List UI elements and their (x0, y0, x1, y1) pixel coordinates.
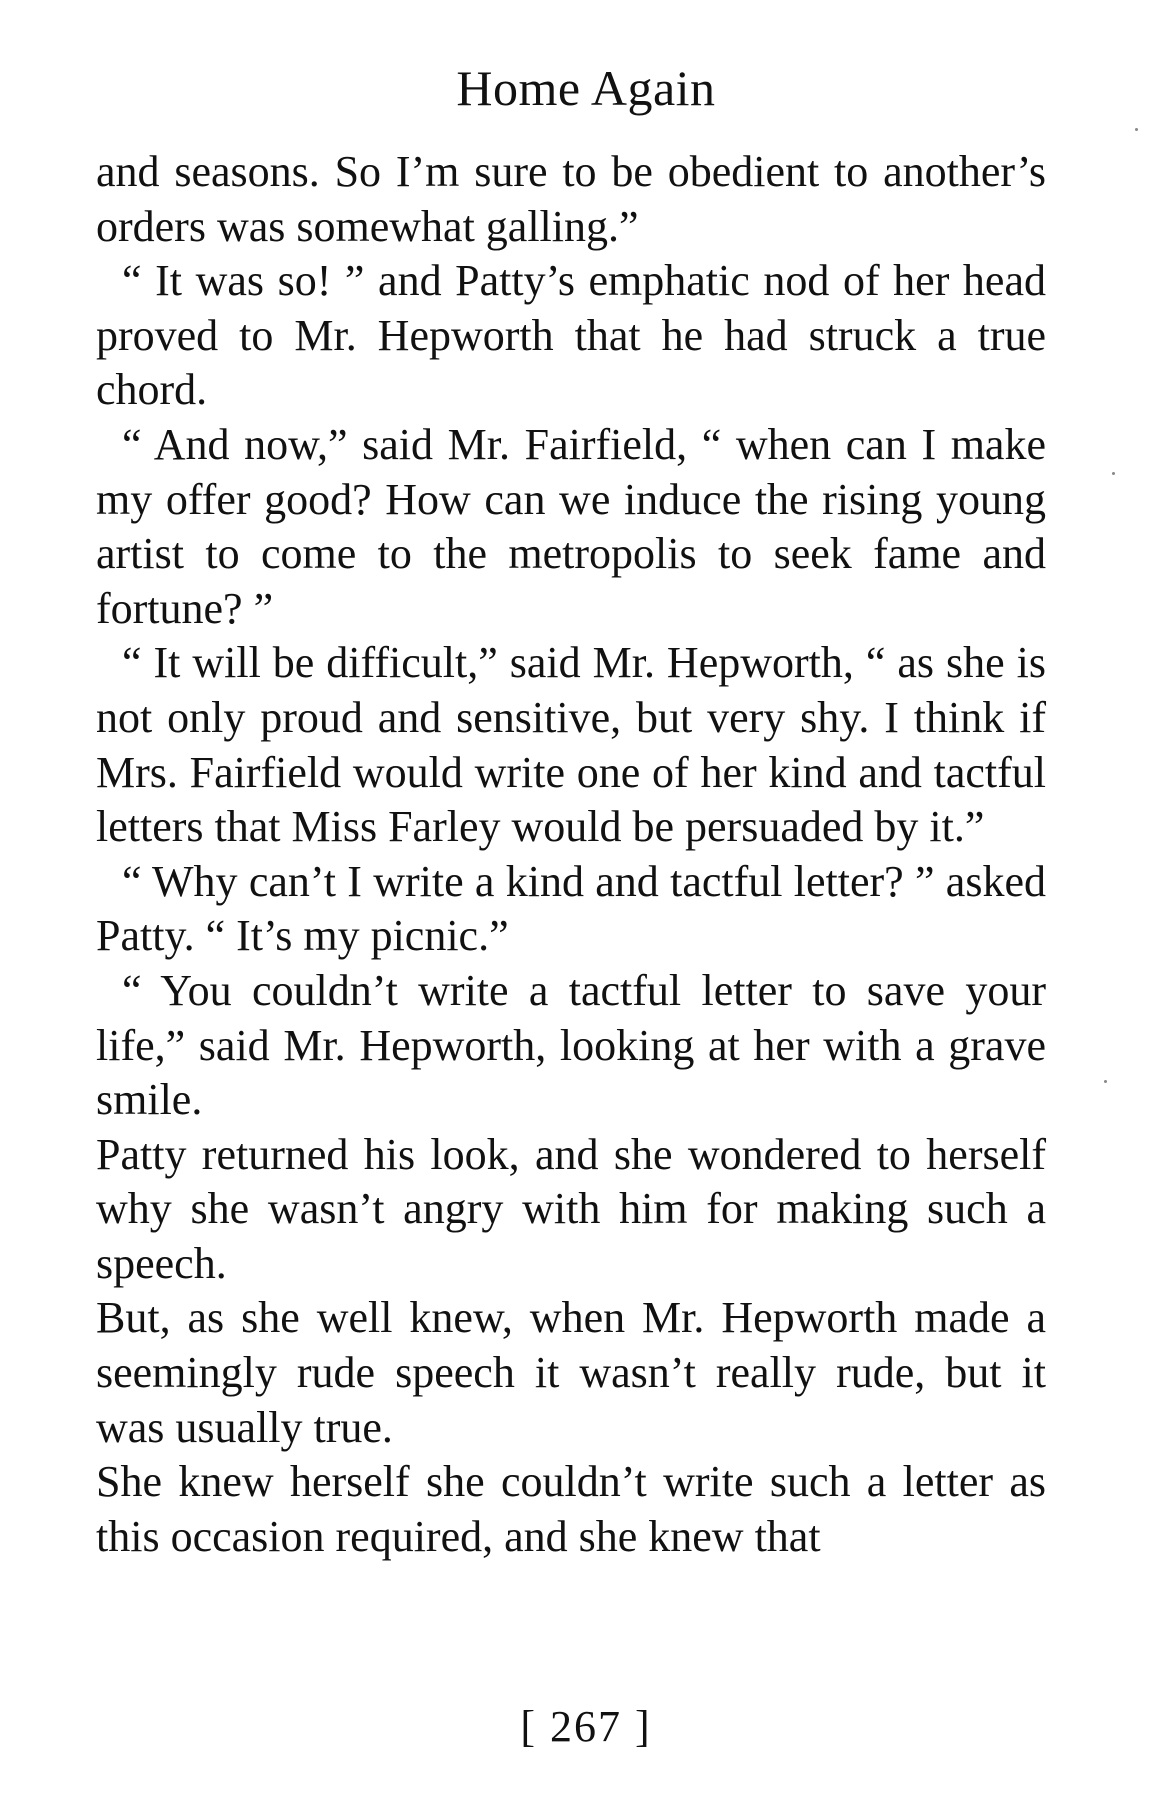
paragraph-6: “ You couldn’t write a tactful letter to save your life,” said Mr. Hepworth, looking at her with a grave smile. (96, 965, 1046, 1125)
body-text (96, 145, 1046, 1564)
paragraph-3: “ And now,” said Mr. Fairfield, “ when can I make my offer good? How can we induce the rising young artist to come to the metropolis to seek fame and fortune? ” (96, 419, 1046, 633)
paragraph-8: But, as she well knew, when Mr. Hepworth made a seemingly rude speech it wasn’t really rude, but it was usually true. (96, 1293, 1046, 1452)
paragraph-9: She knew herself she couldn’t write such a letter as this occasion required, and she knew that (96, 1457, 1046, 1561)
paragraph-1: and seasons. So I’m sure to be obedient to another’s orders was somewhat galling.” (96, 147, 1046, 251)
paper-speck (1112, 472, 1115, 475)
paragraph-2: “ It was so! ” and Patty’s emphatic nod of her head proved to Mr. Hepworth that he had struck a true chord. (96, 256, 1046, 415)
paragraph-5: “ Why can’t I write a kind and tactful letter? ” asked Patty. “ It’s my picnic.” (96, 856, 1046, 961)
running-head: Home Again (456, 60, 716, 116)
paragraph-7: Patty returned his look, and she wondered to herself why she wasn’t angry with him for making such a speech. (96, 1129, 1046, 1288)
page-number: [ 267 ] (520, 1702, 652, 1751)
paper-speck (1104, 1080, 1107, 1083)
paragraph-4: “ It will be difficult,” said Mr. Hepworth, “ as she is not only proud and sensitive, but very shy. I think if Mrs. Fairfield would write one of her kind and tactful letters that Miss Farley would be persuaded by it.” (96, 638, 1046, 852)
paper-speck (1135, 128, 1138, 131)
